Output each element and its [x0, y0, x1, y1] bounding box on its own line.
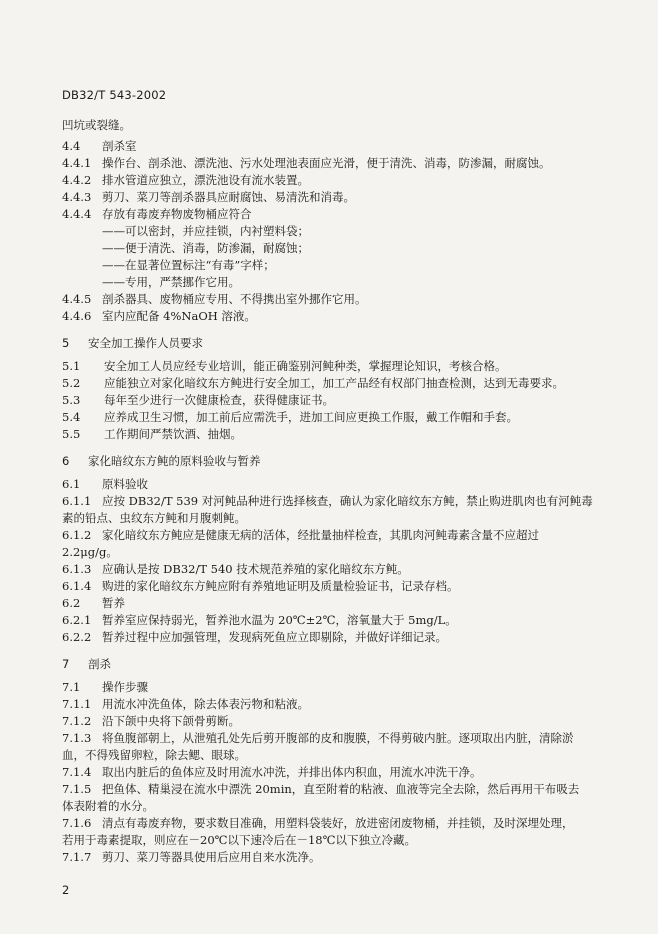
dash-item: ——在显著位置标注“有毒”字样；: [102, 258, 275, 272]
clause-5-2: [62, 375, 602, 392]
clause-text: 购进的家化暗纹东方鲀应附有养殖地证明及质量检验证书，记录存档。: [102, 579, 459, 593]
clause-text: 操作步骤: [102, 680, 148, 694]
clause-number: 4.4.2: [62, 173, 92, 187]
clause-4-4-4: [62, 206, 602, 223]
clause-text: 排水管道应独立，漂洗池设有流水装置。: [102, 173, 309, 187]
clause-number: 5.2: [62, 376, 81, 390]
section-title: 安全加工操作人员要求: [88, 336, 203, 350]
clause-number: 7.1.2: [62, 714, 92, 728]
clause-number: 7.1.7: [62, 850, 92, 864]
section-heading-6: [62, 453, 602, 470]
clause-number: 5.3: [62, 393, 81, 407]
clause-text: 暂养过程中应加强管理，发现病死鱼应立即剔除，并做好详细记录。: [102, 630, 447, 644]
clause-number: 7.1.1: [62, 697, 92, 711]
clause-6-2: [62, 595, 602, 612]
clause-text: 应养成卫生习惯，加工前后应需洗手，进加工间应更换工作服，戴工作帽和手套。: [104, 410, 518, 424]
clause-7-1-3: [62, 730, 602, 747]
clause-7-1-6: [62, 815, 602, 832]
clause-text: 操作台、剖杀池、漂洗池、污水处理池表面应光滑，便于清洗、消毒，防渗漏，耐腐蚀。: [102, 156, 551, 170]
clause-continuation: 素的铅点、虫纹东方鲀和月腹刺鲀。: [62, 511, 246, 525]
clause-5-3: [62, 392, 602, 409]
clause-text: 剪刀、菜刀等剖杀器具应耐腐蚀、易清洗和消毒。: [102, 190, 355, 204]
section-heading-5: [62, 335, 602, 352]
clause-6-1: [62, 476, 602, 493]
clause-text: 家化暗纹东方鲀应是健康无病的活体，经批量抽样检查，其肌肉河鲀毒素含量不应超过: [102, 528, 539, 542]
dash-item: ——可以密封，并应挂锁，内衬塑料袋；: [102, 224, 309, 238]
clause-7-1-2: [62, 713, 602, 730]
clause-text: 室内应配备 4%NaOH 溶液。: [102, 309, 256, 323]
clause-6-2-1: [62, 612, 602, 629]
clause-number: 4.4.6: [62, 309, 92, 323]
clause-6-1-4: [62, 578, 602, 595]
clause-number: 7.1: [62, 680, 81, 694]
clause-number: 4.4: [62, 139, 81, 153]
clause-6-1-2: [62, 527, 602, 544]
clause-number: 5.5: [62, 427, 81, 441]
clause-text: 剖杀室: [102, 139, 137, 153]
clause-number: 5.1: [62, 359, 81, 373]
clause-4-4-6: [62, 308, 602, 325]
section-number: 5: [62, 336, 70, 350]
clause-number: 4.4.5: [62, 292, 92, 306]
clause-number: 7.1.6: [62, 816, 92, 830]
clause-text: 安全加工人员应经专业培训，能正确鉴别河鲀种类，掌握理论知识，考核合格。: [104, 359, 507, 373]
clause-7-1-5: [62, 781, 602, 798]
clause-4-4-1: [62, 155, 602, 172]
dash-item: ——专用，严禁挪作它用。: [102, 275, 240, 289]
clause-number: 6.1: [62, 477, 81, 491]
clause-continuation: 体表附着的水分。: [62, 799, 154, 813]
clause-text: 清点有毒废弃物，要求数目准确，用塑料袋装好，放进密闭废物桶，并挂锁，及时深埋处理，: [102, 816, 574, 830]
clause-text: 原料验收: [102, 477, 148, 491]
section-title: 剖杀: [88, 657, 111, 671]
clause-number: 7.1.3: [62, 731, 92, 745]
clause-number: 6.1.3: [62, 562, 92, 576]
clause-continuation: 若用于毒素提取，则应在－20℃以下速冷后在－18℃以下独立冷藏。: [62, 833, 416, 847]
clause-text: 应能独立对家化暗纹东方鲀进行安全加工，加工产品经有权部门抽查检测，达到无毒要求。: [104, 376, 564, 390]
clause-text: 将鱼腹部朝上，从泄殖孔处先后剪开腹部的皮和腹膜，不得剪破内脏。逐项取出内脏，清除淤: [102, 731, 574, 745]
clause-text: 应按 DB32/T 539 对河鲀品种进行选择核查，确认为家化暗纹东方鲀，禁止购进肌肉也有河鲀毒: [102, 494, 593, 508]
continuation-line: 凹坑或裂缝。: [62, 118, 131, 132]
clause-text: 应确认是按 DB32/T 540 技术规范养殖的家化暗纹东方鲀。: [102, 562, 409, 576]
clause-text: 每年至少进行一次健康检查，获得健康证书。: [104, 393, 334, 407]
clause-text: 用流水冲洗鱼体，除去体表污物和粘液。: [102, 697, 309, 711]
clause-text: 剪刀、菜刀等器具使用后应用自来水洗净。: [102, 850, 321, 864]
clause-7-1-7: [62, 849, 602, 866]
clause-text: 存放有毒废弃物废物桶应符合: [102, 207, 252, 221]
clause-number: 4.4.4: [62, 207, 92, 221]
clause-number: 4.4.1: [62, 156, 92, 170]
clause-number: 4.4.3: [62, 190, 92, 204]
clause-7-1: [62, 679, 602, 696]
clause-text: 取出内脏后的鱼体应及时用流水冲洗，并排出体内积血，用流水冲洗干净。: [102, 765, 482, 779]
clause-6-1-3: [62, 561, 602, 578]
clause-number: 7.1.4: [62, 765, 92, 779]
clause-7-1-4: [62, 764, 602, 781]
clause-5-5: [62, 426, 602, 443]
section-title: 家化暗纹东方鲀的原料验收与暂养: [88, 454, 261, 468]
clause-number: 6.1.4: [62, 579, 92, 593]
dash-item: ——便于清洗、消毒，防渗漏，耐腐蚀；: [102, 241, 309, 255]
clause-continuation: 血，不得残留卵粒，除去鳃、眼球。: [62, 748, 246, 762]
clause-text: 暂养室应保持弱光，暂养池水温为 20℃±2℃，溶氧量大于 5mg/L。: [102, 613, 457, 627]
clause-number: 6.2.1: [62, 613, 92, 627]
clause-6-1-1: [62, 493, 602, 510]
standard-code-header: DB32/T 543-2002: [62, 88, 167, 102]
clause-6-2-2: [62, 629, 602, 646]
clause-number: 6.1.2: [62, 528, 92, 542]
clause-number: 5.4: [62, 410, 81, 424]
section-number: 6: [62, 454, 70, 468]
clause-5-4: [62, 409, 602, 426]
clause-text: 把鱼体、精巢浸在流水中漂洗 20min，直至附着的粘液、血液等完全去除，然后再用干布吸去: [102, 782, 580, 796]
clause-number: 6.1.1: [62, 494, 92, 508]
page-number: 2: [62, 883, 70, 897]
section-number: 7: [62, 657, 70, 671]
clause-number: 6.2: [62, 596, 81, 610]
clause-4-4-5: [62, 291, 602, 308]
clause-text: 暂养: [102, 596, 125, 610]
clause-continuation: 2.2μg/g。: [62, 545, 118, 559]
clause-text: 剖杀器具、废物桶应专用、不得携出室外挪作它用。: [102, 292, 367, 306]
section-heading-7: [62, 656, 602, 673]
clause-7-1-1: [62, 696, 602, 713]
clause-text: 沿下颌中央将下颌骨剪断。: [102, 714, 240, 728]
clause-text: 工作期间严禁饮酒、抽烟。: [104, 427, 242, 441]
document-body: [62, 117, 602, 866]
clause-5-1: [62, 358, 602, 375]
clause-number: 7.1.5: [62, 782, 92, 796]
clause-4-4: [62, 138, 602, 155]
clause-4-4-2: [62, 172, 602, 189]
clause-4-4-3: [62, 189, 602, 206]
clause-number: 6.2.2: [62, 630, 92, 644]
